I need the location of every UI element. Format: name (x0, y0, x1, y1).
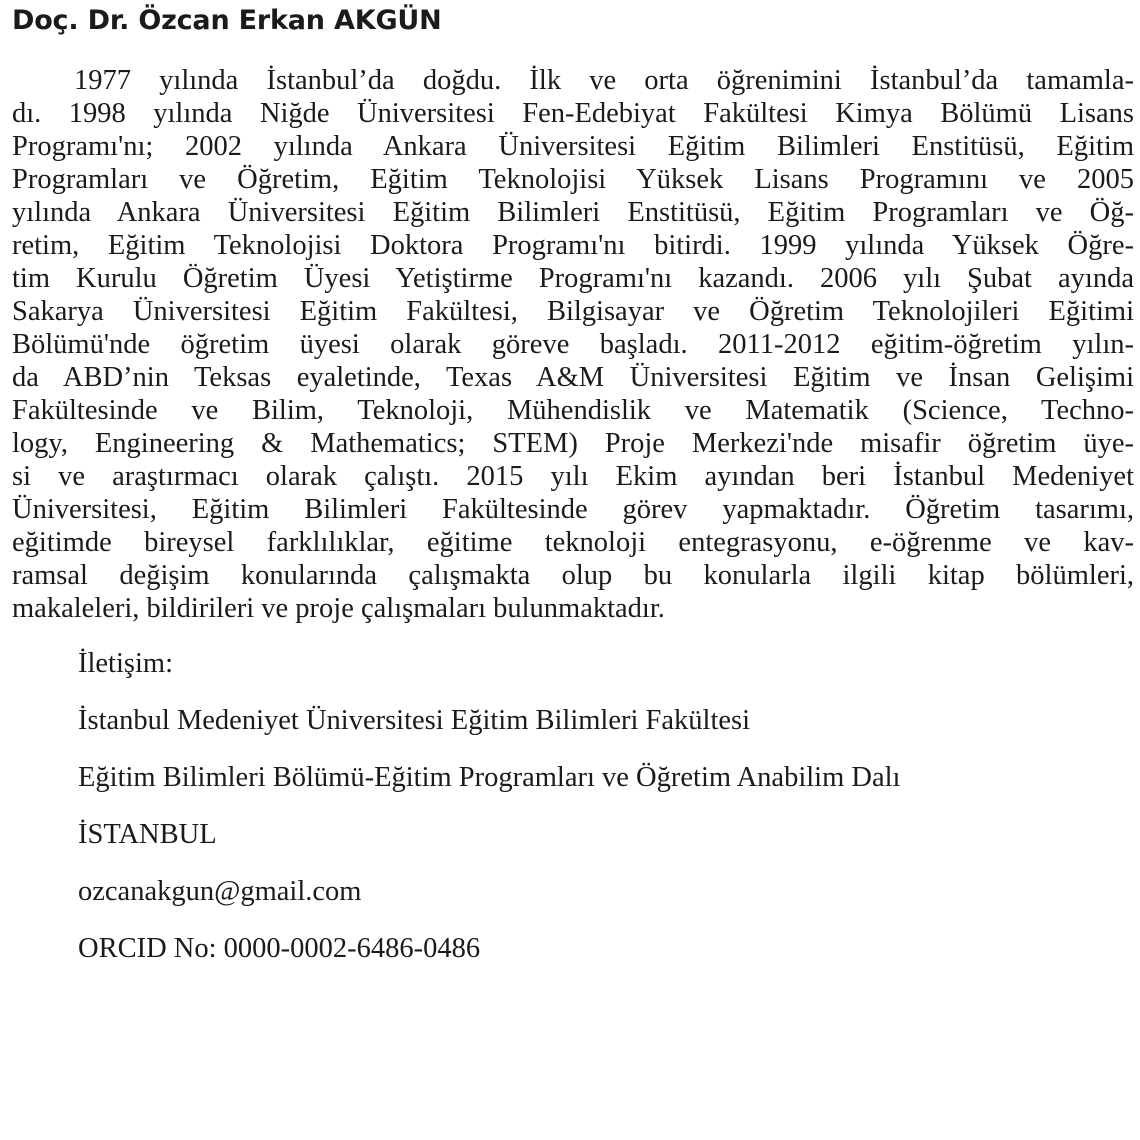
bio-line: yılında Ankara Üniversitesi Eğitim Bilimleri Enstitüsü, Eğitim Programları ve Öğ- (12, 197, 1134, 228)
bio-line: Programı'nı; 2002 yılında Ankara Üniversitesi Eğitim Bilimleri Enstitüsü, Eğitim (12, 131, 1134, 162)
bio-line: Fakültesinde ve Bilim, Teknoloji, Mühendislik ve Matematik (Science, Techno- (12, 395, 1134, 426)
bio-line: si ve araştırmacı olarak çalıştı. 2015 yılı Ekim ayından beri İstanbul Medeniyet (12, 461, 1134, 492)
author-name: Doç. Dr. Özcan Erkan AKGÜN (12, 5, 442, 36)
bio-line: retim, Eğitim Teknolojisi Doktora Programı'nı bitirdi. 1999 yılında Yüksek Öğre- (12, 230, 1134, 261)
bio-line: Programları ve Öğretim, Eğitim Teknolojisi Yüksek Lisans Programını ve 2005 (12, 164, 1134, 195)
bio-line: Bölümü'nde öğretim üyesi olarak göreve başladı. 2011-2012 eğitim-öğretim yılın- (12, 329, 1134, 360)
contact-city: İSTANBUL (78, 819, 217, 850)
document-page (12, 0, 1134, 1140)
bio-line: logy, Engineering & Mathematics; STEM) Proje Merkezi'nde misafir öğretim üye- (12, 428, 1134, 459)
contact-email: ozcanakgun@gmail.com (78, 876, 362, 907)
contact-heading: İletişim: (78, 648, 173, 679)
bio-line: Sakarya Üniversitesi Eğitim Fakültesi, Bilgisayar ve Öğretim Teknolojileri Eğitimi (12, 296, 1134, 327)
bio-line: dı. 1998 yılında Niğde Üniversitesi Fen-Edebiyat Fakültesi Kimya Bölümü Lisans (12, 98, 1134, 129)
bio-line: ramsal değişim konularında çalışmakta olup bu konularla ilgili kitap bölümleri, (12, 560, 1134, 591)
biography-paragraph (12, 64, 1134, 625)
contact-faculty: İstanbul Medeniyet Üniversitesi Eğitim Bilimleri Fakültesi (78, 705, 751, 736)
contact-orcid: ORCID No: 0000-0002-6486-0486 (78, 933, 481, 964)
bio-line: eğitimde bireysel farklılıklar, eğitime teknoloji entegrasyonu, e-öğrenme ve kav- (12, 527, 1134, 558)
bio-line: tim Kurulu Öğretim Üyesi Yetiştirme Programı'nı kazandı. 2006 yılı Şubat ayında (12, 263, 1134, 294)
contact-department: Eğitim Bilimleri Bölümü-Eğitim Programları ve Öğretim Anabilim Dalı (78, 762, 901, 793)
bio-line: da ABD’nin Teksas eyaletinde, Texas A&M Üniversitesi Eğitim ve İnsan Gelişimi (12, 362, 1134, 393)
bio-line: makaleleri, bildirileri ve proje çalışmaları bulunmaktadır. (12, 593, 665, 624)
bio-line: 1977 yılında İstanbul’da doğdu. İlk ve orta öğrenimini İstanbul’da tamamla- (74, 65, 1134, 96)
bio-line: Üniversitesi, Eğitim Bilimleri Fakültesinde görev yapmaktadır. Öğretim tasarımı, (12, 494, 1134, 525)
contact-block (78, 647, 1134, 965)
